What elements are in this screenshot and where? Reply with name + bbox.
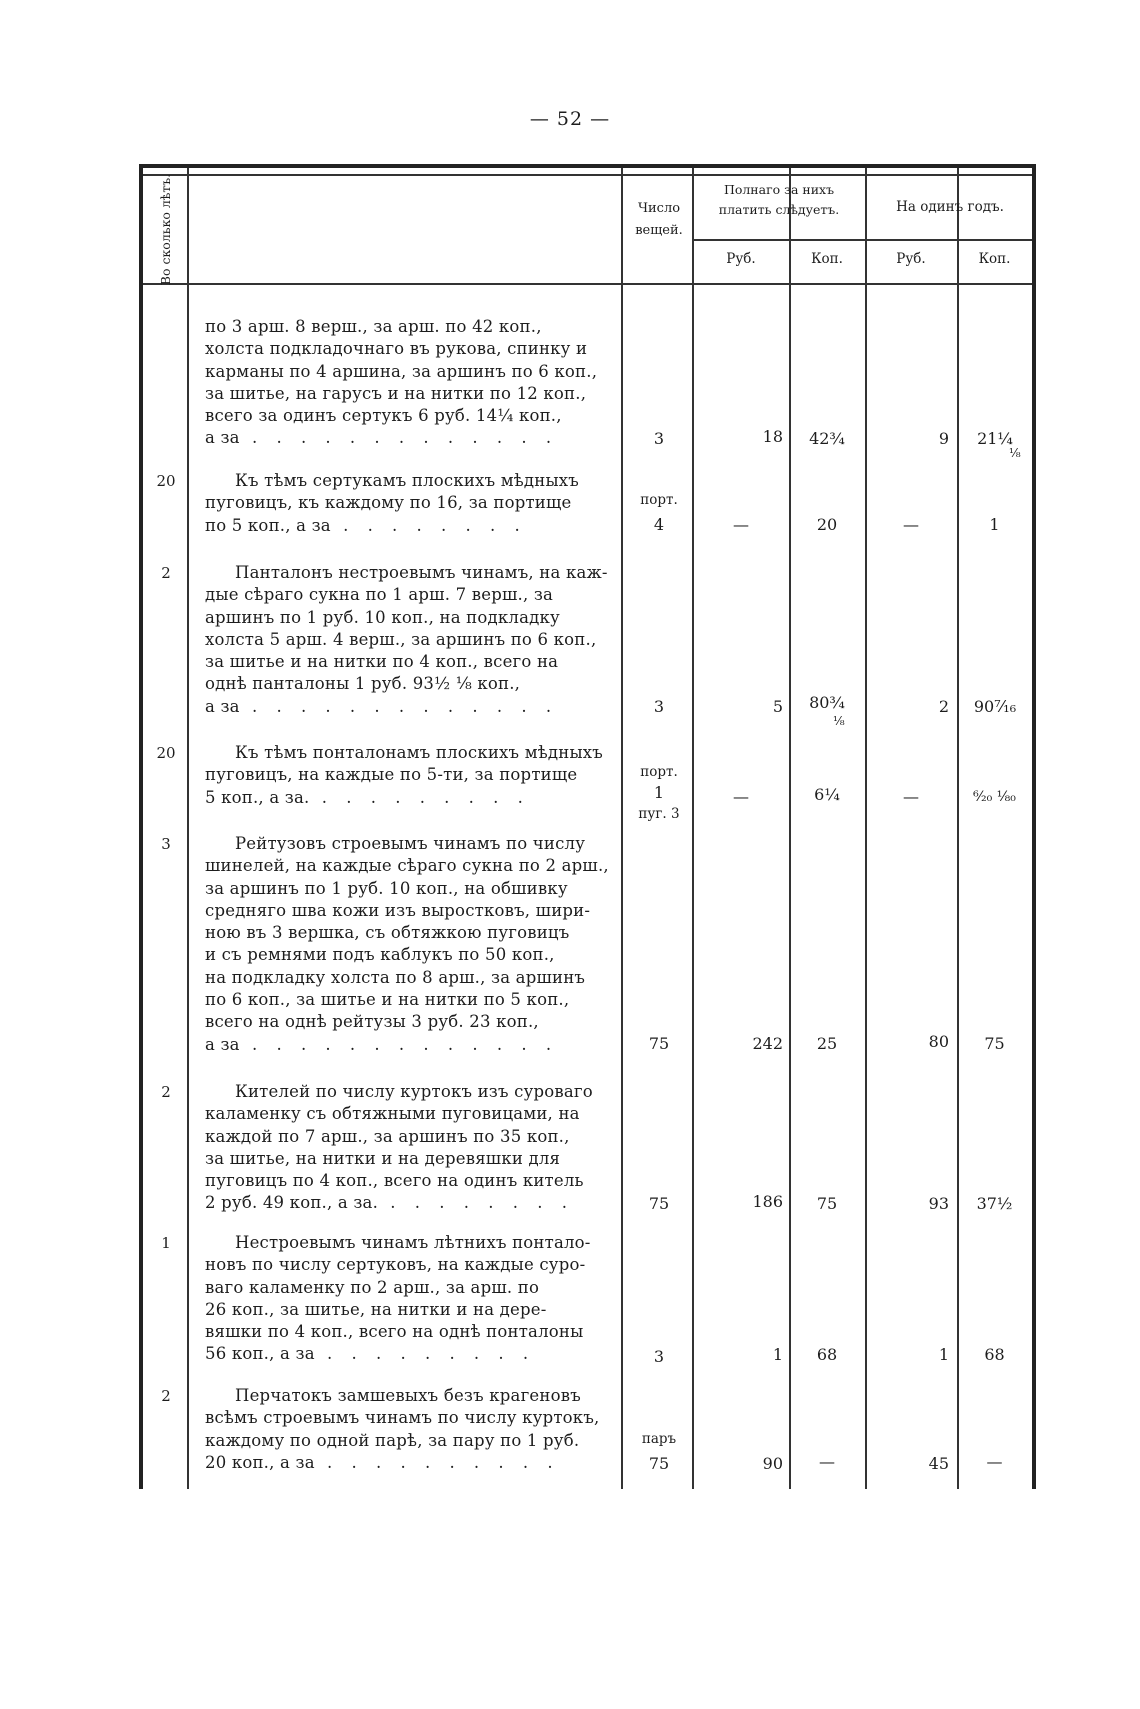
header-year-rub: Руб.: [896, 251, 926, 267]
total-rub-value: 5: [772, 697, 783, 716]
year-kop-value: 1: [989, 515, 1000, 534]
rule-description: [621, 168, 623, 1489]
year-rub-value: 93: [928, 1194, 949, 1213]
item-description: Нестроевымъ чинамъ лѣтнихъ понтало- новъ по числу сертуковъ, на каждые суро- ваго каламенку по 2 арш., за арш. по 26 коп., за шитье, на нитки и на дере- вяшки по 4 коп., всего на однѣ понталоны 56 коп., а за . . . . . . . . .: [205, 1233, 591, 1364]
year-rub-value: 1: [938, 1345, 949, 1364]
item-description: Рейтузовъ строевымъ чинамъ по числу шинелей, на каждые сѣраго сукна по 2 арш., за аршинъ по 1 руб. 10 коп., на обшивку средняго шва кожи изъ выростковъ, шири- ною въ 3 вершка, съ обтяжкою пуговицъ и съ ремнями подъ каблукъ по 50 коп., на подкладку холста по 8 арш., за аршинъ по 6 коп., за шитье и на нитки по 5 коп., всего на однѣ рейтузы 3 руб. 23 коп., а за . . . . . . . . . . . . .: [205, 834, 609, 1054]
page-number: — 52 —: [529, 108, 611, 130]
total-kop-extra: ⅛: [833, 714, 845, 728]
count-value: 75: [648, 1194, 670, 1213]
total-rub-value: 186: [752, 1192, 783, 1211]
count-value: 3: [653, 697, 665, 716]
rule-years: [187, 168, 189, 1489]
item-description: Къ тѣмъ понталонамъ плоскихъ мѣдныхъ пуговицъ, на каждые по 5-ти, за портище 5 коп., а за. . . . . . . . . .: [205, 743, 603, 807]
total-kop-value: —: [819, 1452, 835, 1471]
year-rub-value: —: [903, 787, 919, 806]
rule-header-top: [143, 174, 1032, 176]
header-total-rub: Руб.: [726, 251, 756, 267]
header-total: Полнаго за нихъ платить слѣдуетъ.: [718, 182, 840, 217]
year-kop-value: 37½: [976, 1194, 1013, 1213]
total-kop-value: 75: [816, 1194, 838, 1213]
unit-label-secondary: пуг. 3: [638, 806, 680, 822]
years-value: 3: [161, 835, 171, 853]
rule-header-bottom: [143, 283, 1032, 285]
header-years: Во сколько лѣтъ.: [158, 173, 174, 285]
years-value: 2: [161, 1387, 171, 1405]
year-rub-value: 45: [928, 1454, 949, 1473]
years-value: 20: [156, 744, 176, 762]
years-value: 20: [156, 472, 176, 490]
year-kop-value: 21¼: [977, 429, 1013, 448]
rule-count: [692, 168, 694, 1489]
year-kop-extra: ⅛: [1009, 446, 1021, 460]
year-rub-value: 9: [938, 429, 949, 448]
item-description: Панталонъ нестроевымъ чинамъ, на каж- дые сѣраго сукна по 1 арш. 7 верш., за аршинъ по 1 руб. 10 коп., на подкладку холста 5 арш. 4 верш., за аршинъ по 6 коп., за шитье и на нитки по 4 коп., всего на однѣ панталоны 1 руб. 93½ ⅛ коп., а за . . . . . . . . . . . . .: [205, 563, 608, 716]
count-value: 75: [648, 1454, 670, 1473]
total-kop-value: 6¼: [814, 785, 840, 804]
header-total-kop: Коп.: [811, 251, 843, 267]
header-annual: На одинъ годъ.: [896, 199, 1004, 215]
years-value: 2: [161, 564, 171, 582]
total-kop-value: 20: [816, 515, 838, 534]
rule-total-kop: [865, 168, 867, 1489]
unit-label: порт.: [640, 764, 678, 780]
total-rub-value: —: [733, 787, 749, 806]
year-kop-value: —: [986, 1452, 1003, 1471]
item-description: по 3 арш. 8 верш., за арш. по 42 коп., холста подкладочнаго въ рукова, спинку и карманы по 4 аршина, за аршинъ по 6 коп., за шитье, на гарусъ и на нитки по 12 коп., всего за одинъ сертукъ 6 руб. 14¼ коп., а за . . . . . . . . . . . . .: [205, 317, 598, 448]
unit-label: паръ: [641, 1431, 677, 1447]
year-rub-value: 2: [938, 697, 949, 716]
year-rub-value: —: [903, 515, 919, 534]
item-description: Перчатокъ замшевыхъ безъ крагеновъ всѣмъ строевымъ чинамъ по числу куртокъ, каждому по одной парѣ, за пару по 1 руб. 20 коп., а за . . . . . . . . . .: [205, 1386, 600, 1472]
rule-year-rub: [957, 168, 959, 1489]
years-value: 2: [161, 1083, 171, 1101]
total-rub-value: —: [733, 515, 749, 534]
count-value: 3: [653, 429, 665, 448]
rule-total-rub: [789, 168, 791, 1489]
unit-label: порт.: [640, 492, 678, 508]
item-description: Кителей по числу куртокъ изъ суроваго каламенку съ обтяжными пуговицами, на каждой по 7 арш., за аршинъ по 35 коп., за шитье, на нитки и на деревяшки для пуговицъ по 4 коп., всего на одинъ китель 2 руб. 49 коп., а за. . . . . . . . .: [205, 1082, 593, 1213]
total-rub-value: 242: [752, 1034, 783, 1053]
rule-subheader: [692, 239, 1032, 241]
ledger-table: [139, 164, 1036, 1489]
total-rub-value: 18: [762, 427, 783, 446]
year-kop-value: 68: [984, 1345, 1005, 1364]
total-kop-value: 68: [816, 1345, 838, 1364]
year-kop-value: 75: [984, 1034, 1005, 1053]
total-kop-value: 25: [816, 1034, 838, 1053]
count-value: 4: [653, 515, 665, 534]
total-kop-value: 42¾: [809, 429, 845, 448]
count-value: 1: [653, 783, 665, 802]
years-value: 1: [161, 1234, 171, 1252]
total-rub-value: 90: [762, 1454, 783, 1473]
year-rub-value: 80: [928, 1032, 949, 1051]
year-kop-value: 90⁷⁄₁₆: [973, 697, 1017, 716]
total-kop-value: 80¾: [809, 693, 845, 712]
item-description: Къ тѣмъ сертукамъ плоскихъ мѣдныхъ пуговицъ, къ каждому по 16, за портище по 5 коп., а за . . . . . . . .: [205, 471, 579, 535]
total-rub-value: 1: [772, 1345, 783, 1364]
year-kop-value: ⁶⁄₂₀ ¹⁄₈₀: [973, 789, 1016, 805]
count-value: 75: [648, 1034, 670, 1053]
header-count: Число вещей.: [635, 201, 683, 238]
header-year-kop: Коп.: [978, 251, 1011, 267]
count-value: 3: [653, 1347, 665, 1366]
